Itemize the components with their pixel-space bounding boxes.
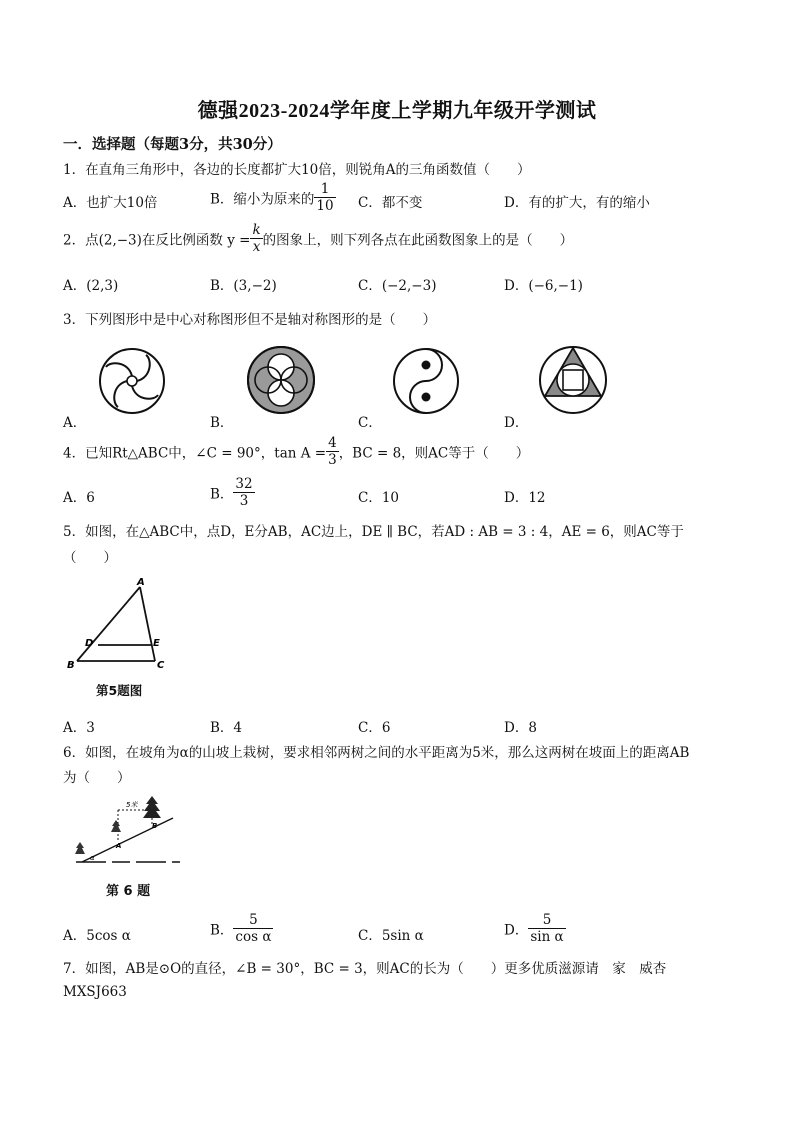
q4-b-frac-den: 3 (239, 493, 249, 509)
q3-figure-a (98, 347, 166, 415)
tree-icon (111, 820, 121, 832)
q6-b-frac-num: 5 (233, 912, 273, 929)
question-7-line2: MXSJ663 (63, 984, 127, 1000)
q6-option-a: A．5cos α (63, 928, 131, 944)
q6-option-b-fraction (233, 912, 273, 945)
q2-option-c: C．(−2,−3) (358, 278, 437, 294)
q5-figure-caption: 第5题图 (96, 683, 143, 698)
q5-option-b: B．4 (210, 720, 243, 736)
q4-frac-num: 4 (328, 435, 337, 451)
q5-figure (62, 575, 182, 675)
q6-label-b: B (152, 822, 158, 830)
q3-figure-b (246, 345, 316, 415)
q4-option-b (210, 476, 255, 509)
q6-option-d-fraction (528, 912, 565, 945)
q5-label-e: E (153, 638, 160, 649)
q6-label-alpha: α (90, 854, 95, 862)
q1-option-d: D．有的扩大，有的缩小 (504, 195, 650, 211)
q5-label-a: A (137, 577, 145, 588)
q4-fraction (326, 435, 339, 468)
q6-d-frac-den: sin α (530, 929, 564, 945)
q6-b-frac-den: cos α (235, 929, 272, 945)
question-7-line1: 7．如图，AB是⊙O的直径，∠B = 30°，BC = 3，则AC的长为（ ）更多优质滋源请 家 威杏 (63, 961, 667, 977)
q5-option-d: D．8 (504, 720, 537, 736)
question-5-line1: 5．如图，在△ABC中，点D，E分AB，AC边上，DE ∥ BC，若AD : AB = 3 : 4，AE = 6，则AC等于 (63, 524, 684, 540)
tree-icon (143, 796, 161, 818)
q3-option-a: A． (63, 415, 87, 431)
question-2 (63, 222, 573, 255)
question-1: 1．在直角三角形中，各边的长度都扩大10倍，则锐角A的三角函数值（ ） (63, 162, 531, 178)
q4-option-a: A．6 (63, 490, 95, 506)
question-6-line2: 为（ ） (63, 770, 131, 786)
q6-figure (68, 792, 188, 872)
q6-option-d-label: D． (504, 922, 529, 939)
q1-frac-den: 10 (316, 198, 334, 214)
q2-frac-num: k (252, 222, 261, 238)
q1-frac-num: 1 (314, 181, 335, 198)
q2-fraction (250, 222, 262, 255)
q1-option-b (210, 181, 336, 214)
q6-option-c: C．5sin α (358, 928, 424, 944)
q5-label-c: C (157, 660, 165, 671)
q4-option-b-label: B． (210, 486, 234, 503)
q1-option-a: A．也扩大10倍 (63, 195, 158, 211)
q3-figure-d (538, 345, 608, 415)
q5-label-b: B (67, 660, 75, 671)
q4-option-c: C．10 (358, 490, 400, 506)
q6-option-d (504, 912, 566, 945)
q3-option-c: C． (358, 415, 382, 431)
q5-option-c: C．6 (358, 720, 391, 736)
section-heading: 一．选择题（每题3分，共30分） (63, 136, 282, 153)
q4-text-pre: 4．已知Rt△ABC中，∠C = 90°，tan A = (63, 445, 327, 462)
q1-option-c: C．都不变 (358, 195, 423, 211)
q6-label-5m: 5米 (126, 801, 138, 809)
q6-figure-caption: 第 6 题 (106, 884, 151, 899)
page-title: 德强2023-2024学年度上学期九年级开学测试 (197, 100, 597, 122)
q2-option-a: A．(2,3) (63, 278, 119, 294)
q6-label-a: A (116, 842, 122, 850)
q6-option-b (210, 912, 273, 945)
q4-option-b-fraction (233, 476, 254, 509)
q5-label-d: D (85, 638, 94, 649)
question-3: 3．下列图形中是中心对称图形但不是轴对称图形的是（ ） (63, 312, 437, 328)
q6-option-b-label: B． (210, 922, 234, 939)
q4-b-frac-num: 32 (235, 476, 253, 492)
q4-text-post: ，BC = 8，则AC等于（ ） (338, 445, 530, 462)
q2-text-pre: 2．点(2,−3)在反比例函数 y = (63, 232, 251, 249)
q3-option-b: B． (210, 415, 234, 431)
question-4 (63, 435, 529, 468)
question-5-line2: （ ） (63, 550, 117, 566)
q2-frac-den: x (252, 239, 261, 255)
question-6-line1: 6．如图，在坡角为α的山坡上栽树，要求相邻两树之间的水平距离为5米，那么这两树在坡面上的距离AB (63, 745, 690, 761)
q4-option-d: D．12 (504, 490, 546, 506)
q3-option-d: D． (504, 415, 529, 431)
q4-frac-den: 3 (328, 452, 337, 468)
q2-text-post: 的图象上，则下列各点在此函数图象上的是（ ） (262, 232, 574, 249)
q1-option-b-text: B．缩小为原来的 (210, 191, 315, 208)
q1-fraction (314, 181, 335, 214)
q5-option-a: A．3 (63, 720, 95, 736)
q6-d-frac-num: 5 (528, 912, 565, 929)
q3-figure-c (392, 347, 460, 415)
tree-icon (75, 842, 85, 854)
q2-option-b: B．(3,−2) (210, 278, 277, 294)
q2-option-d: D．(−6,−1) (504, 278, 583, 294)
